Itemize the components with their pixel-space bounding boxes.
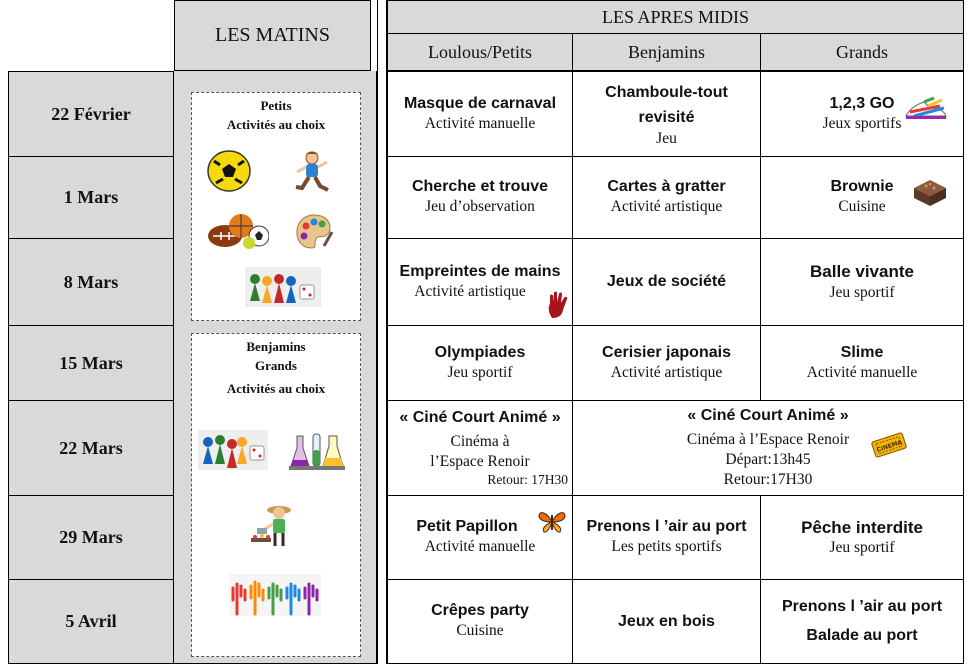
column-separator <box>377 0 387 664</box>
activity-title: Cerisier japonais <box>602 343 731 361</box>
activity-type: l’Espace Renoir <box>430 453 530 470</box>
activity-title: Petit Papillon <box>416 518 518 536</box>
activity-type: Jeux sportifs <box>822 114 902 132</box>
date-cell <box>8 239 174 326</box>
date-cell <box>8 580 174 664</box>
activity-type: Jeu sportif <box>829 283 895 301</box>
activity-cell <box>387 580 573 664</box>
date-cell <box>8 496 174 580</box>
activity-title: Jeux en bois <box>618 612 715 630</box>
activity-type: Activité manuelle <box>424 114 536 132</box>
activity-title: 1,2,3 GO <box>829 94 895 112</box>
activity-cell <box>573 71 761 157</box>
activity-type: Jeu sportif <box>829 539 895 557</box>
matins-header <box>174 0 371 71</box>
departure-time: Départ:13h45 <box>725 450 811 468</box>
box-title-line: Activités au choix <box>226 116 326 132</box>
activity-cell <box>761 326 964 401</box>
activity-cell <box>387 326 573 401</box>
matins-header-label: LES MATINS <box>214 24 330 46</box>
sports-balls-icon <box>205 212 269 250</box>
date-cell <box>8 326 174 401</box>
activity-cell <box>387 157 573 239</box>
activity-type: Activité manuelle <box>424 538 536 556</box>
activity-cell <box>573 326 761 401</box>
apres-header <box>387 0 964 34</box>
svg-text:CINEMA: CINEMA <box>875 439 904 454</box>
chemistry-flasks-icon <box>289 430 345 472</box>
activity-title: Crêpes party <box>431 602 529 620</box>
activity-cell <box>573 239 761 326</box>
date-label: 22 Mars <box>59 437 123 458</box>
group-header-loulous <box>387 34 573 71</box>
activity-cell <box>387 401 573 496</box>
activity-cell <box>387 71 573 157</box>
activity-cell <box>573 157 761 239</box>
activity-title: Prenons l ’air au port <box>781 597 943 615</box>
group-header-grands <box>761 34 964 71</box>
colorful-sneaker-icon <box>904 94 948 122</box>
activity-type: Activité artistique <box>610 363 723 381</box>
activity-title: « Ciné Court Animé » <box>687 406 849 424</box>
board-game-pawns-icon <box>245 267 321 307</box>
date-label: 1 Mars <box>63 187 119 207</box>
activity-title: Cherche et trouve <box>411 178 549 196</box>
activity-cell <box>761 496 964 580</box>
activity-title: « Ciné Court Animé » <box>399 408 561 426</box>
box-title <box>192 97 360 135</box>
activity-type: Jeu sportif <box>447 363 513 381</box>
gardening-child-icon <box>249 500 297 550</box>
date-cell <box>8 71 174 157</box>
painted-hands-icon <box>229 574 321 616</box>
activity-type: Jeu d’observation <box>425 198 535 216</box>
box-title-line: Activités au choix <box>226 380 326 396</box>
activity-title: Brownie <box>830 178 894 196</box>
activity-title: Balle vivante <box>810 262 914 282</box>
activity-type: Activité artistique <box>414 282 526 300</box>
activity-type: Cuisine <box>456 622 504 640</box>
activity-cell <box>573 496 761 580</box>
activity-title: Slime <box>840 343 884 361</box>
activity-cell <box>761 580 964 664</box>
apres-header-label: LES APRES MIDIS <box>601 6 750 27</box>
activity-cell <box>573 580 761 664</box>
activity-title: Chamboule-tout <box>605 84 728 102</box>
date-label: 5 Avril <box>65 611 117 631</box>
paint-palette-icon <box>294 212 334 250</box>
activity-cell <box>761 239 964 326</box>
return-time: Retour: 17H30 <box>487 472 568 488</box>
activity-title: Empreintes de mains <box>399 262 561 280</box>
activity-title: Olympiades <box>434 343 526 361</box>
activity-title: Prenons l ’air au port <box>586 518 747 536</box>
group-header-benjamins <box>573 34 761 71</box>
activity-title: Pêche interdite <box>801 517 923 537</box>
activity-type: Cinéma à l’Espace Renoir <box>686 430 850 448</box>
red-handprint-icon <box>544 290 572 320</box>
date-label: 22 Février <box>51 103 131 124</box>
brownie-icon <box>910 176 950 206</box>
activity-title: Masque de carnaval <box>403 94 557 112</box>
activity-type: Cinéma à <box>450 432 510 450</box>
box-title-line: Benjamins <box>246 339 306 354</box>
group-label: Benjamins <box>628 41 705 62</box>
activity-title: Cartes à gratter <box>607 178 726 196</box>
date-label: 15 Mars <box>59 352 123 373</box>
activity-type: Activité manuelle <box>806 363 918 381</box>
activity-title: Balade au port <box>806 626 918 644</box>
return-time: Retour:17H30 <box>723 471 813 489</box>
group-label: Grands <box>836 41 888 62</box>
box-title-line: Petits <box>260 98 292 113</box>
box-title-line: Grands <box>255 357 297 373</box>
activity-type: Cuisine <box>838 198 886 216</box>
activity-cell <box>387 496 573 580</box>
date-label: 8 Mars <box>63 271 119 292</box>
activity-title: revisité <box>638 108 695 126</box>
soccer-ball-icon <box>206 149 252 193</box>
butterfly-icon <box>537 510 567 534</box>
box-title <box>192 338 360 399</box>
board-game-pawns-icon <box>198 430 268 470</box>
date-cell <box>8 401 174 496</box>
activity-title: Jeux de société <box>606 273 727 290</box>
activity-type: Les petits sportifs <box>611 538 722 556</box>
date-cell <box>8 157 174 239</box>
cinema-ticket-icon <box>870 430 908 460</box>
group-label: Loulous/Petits <box>427 41 532 62</box>
running-child-icon <box>290 150 334 194</box>
date-label: 29 Mars <box>59 527 123 547</box>
activity-type: Activité artistique <box>610 198 723 216</box>
activity-type: Jeu <box>656 129 677 147</box>
